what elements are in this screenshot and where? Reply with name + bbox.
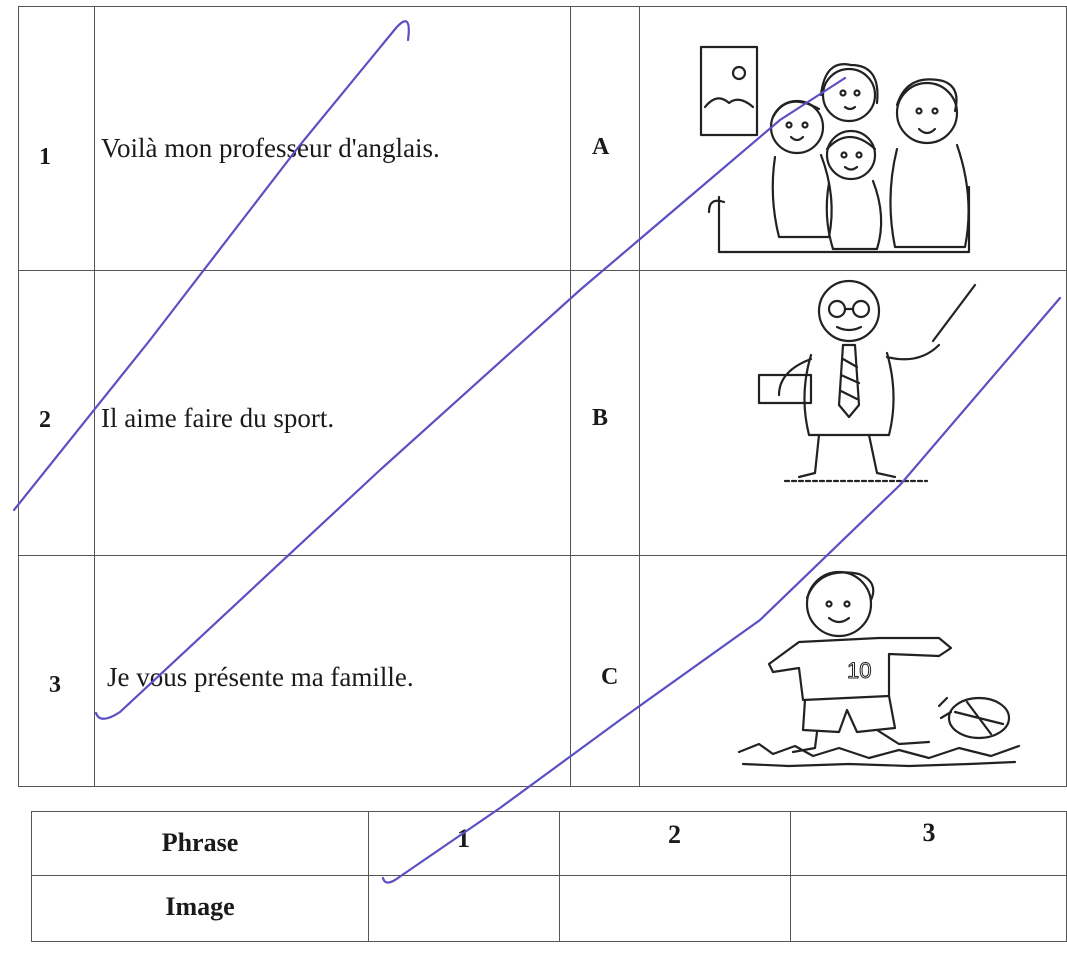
sentence-number: 2 — [39, 407, 51, 433]
phrase-column-2: 2 — [668, 820, 681, 849]
answer-grid — [31, 811, 1067, 942]
phrase-column-1: 1 — [457, 824, 470, 853]
column-divider — [570, 271, 571, 555]
sentence-text: Je vous présente ma famille. — [107, 662, 414, 692]
column-divider — [639, 556, 640, 786]
sentence-number: 3 — [49, 672, 61, 698]
column-divider — [570, 7, 571, 270]
grid-row-divider — [32, 875, 1066, 876]
boy-football-picture — [729, 568, 1029, 768]
phrase-column-3: 3 — [922, 818, 936, 847]
column-divider — [94, 271, 95, 555]
column-divider — [94, 556, 95, 786]
teacher-picture — [719, 275, 979, 485]
column-divider — [639, 7, 640, 270]
sentence-number: 1 — [39, 144, 51, 170]
image-letter: C — [601, 664, 619, 690]
table-row — [19, 271, 1066, 556]
matching-table — [18, 6, 1067, 787]
image-letter: A — [592, 134, 610, 160]
phrase-header: Phrase — [161, 828, 239, 857]
column-divider — [639, 271, 640, 555]
table-row — [19, 556, 1066, 786]
image-letter: B — [592, 405, 609, 431]
svg-text:10: 10 — [847, 658, 872, 683]
sentence-text: Voilà mon professeur d'anglais. — [101, 133, 440, 163]
column-divider — [94, 7, 95, 270]
table-row — [19, 7, 1066, 271]
image-row-label: Image — [165, 892, 235, 921]
column-divider — [570, 556, 571, 786]
sentence-text: Il aime faire du sport. — [101, 403, 335, 433]
family-picture — [699, 37, 989, 267]
